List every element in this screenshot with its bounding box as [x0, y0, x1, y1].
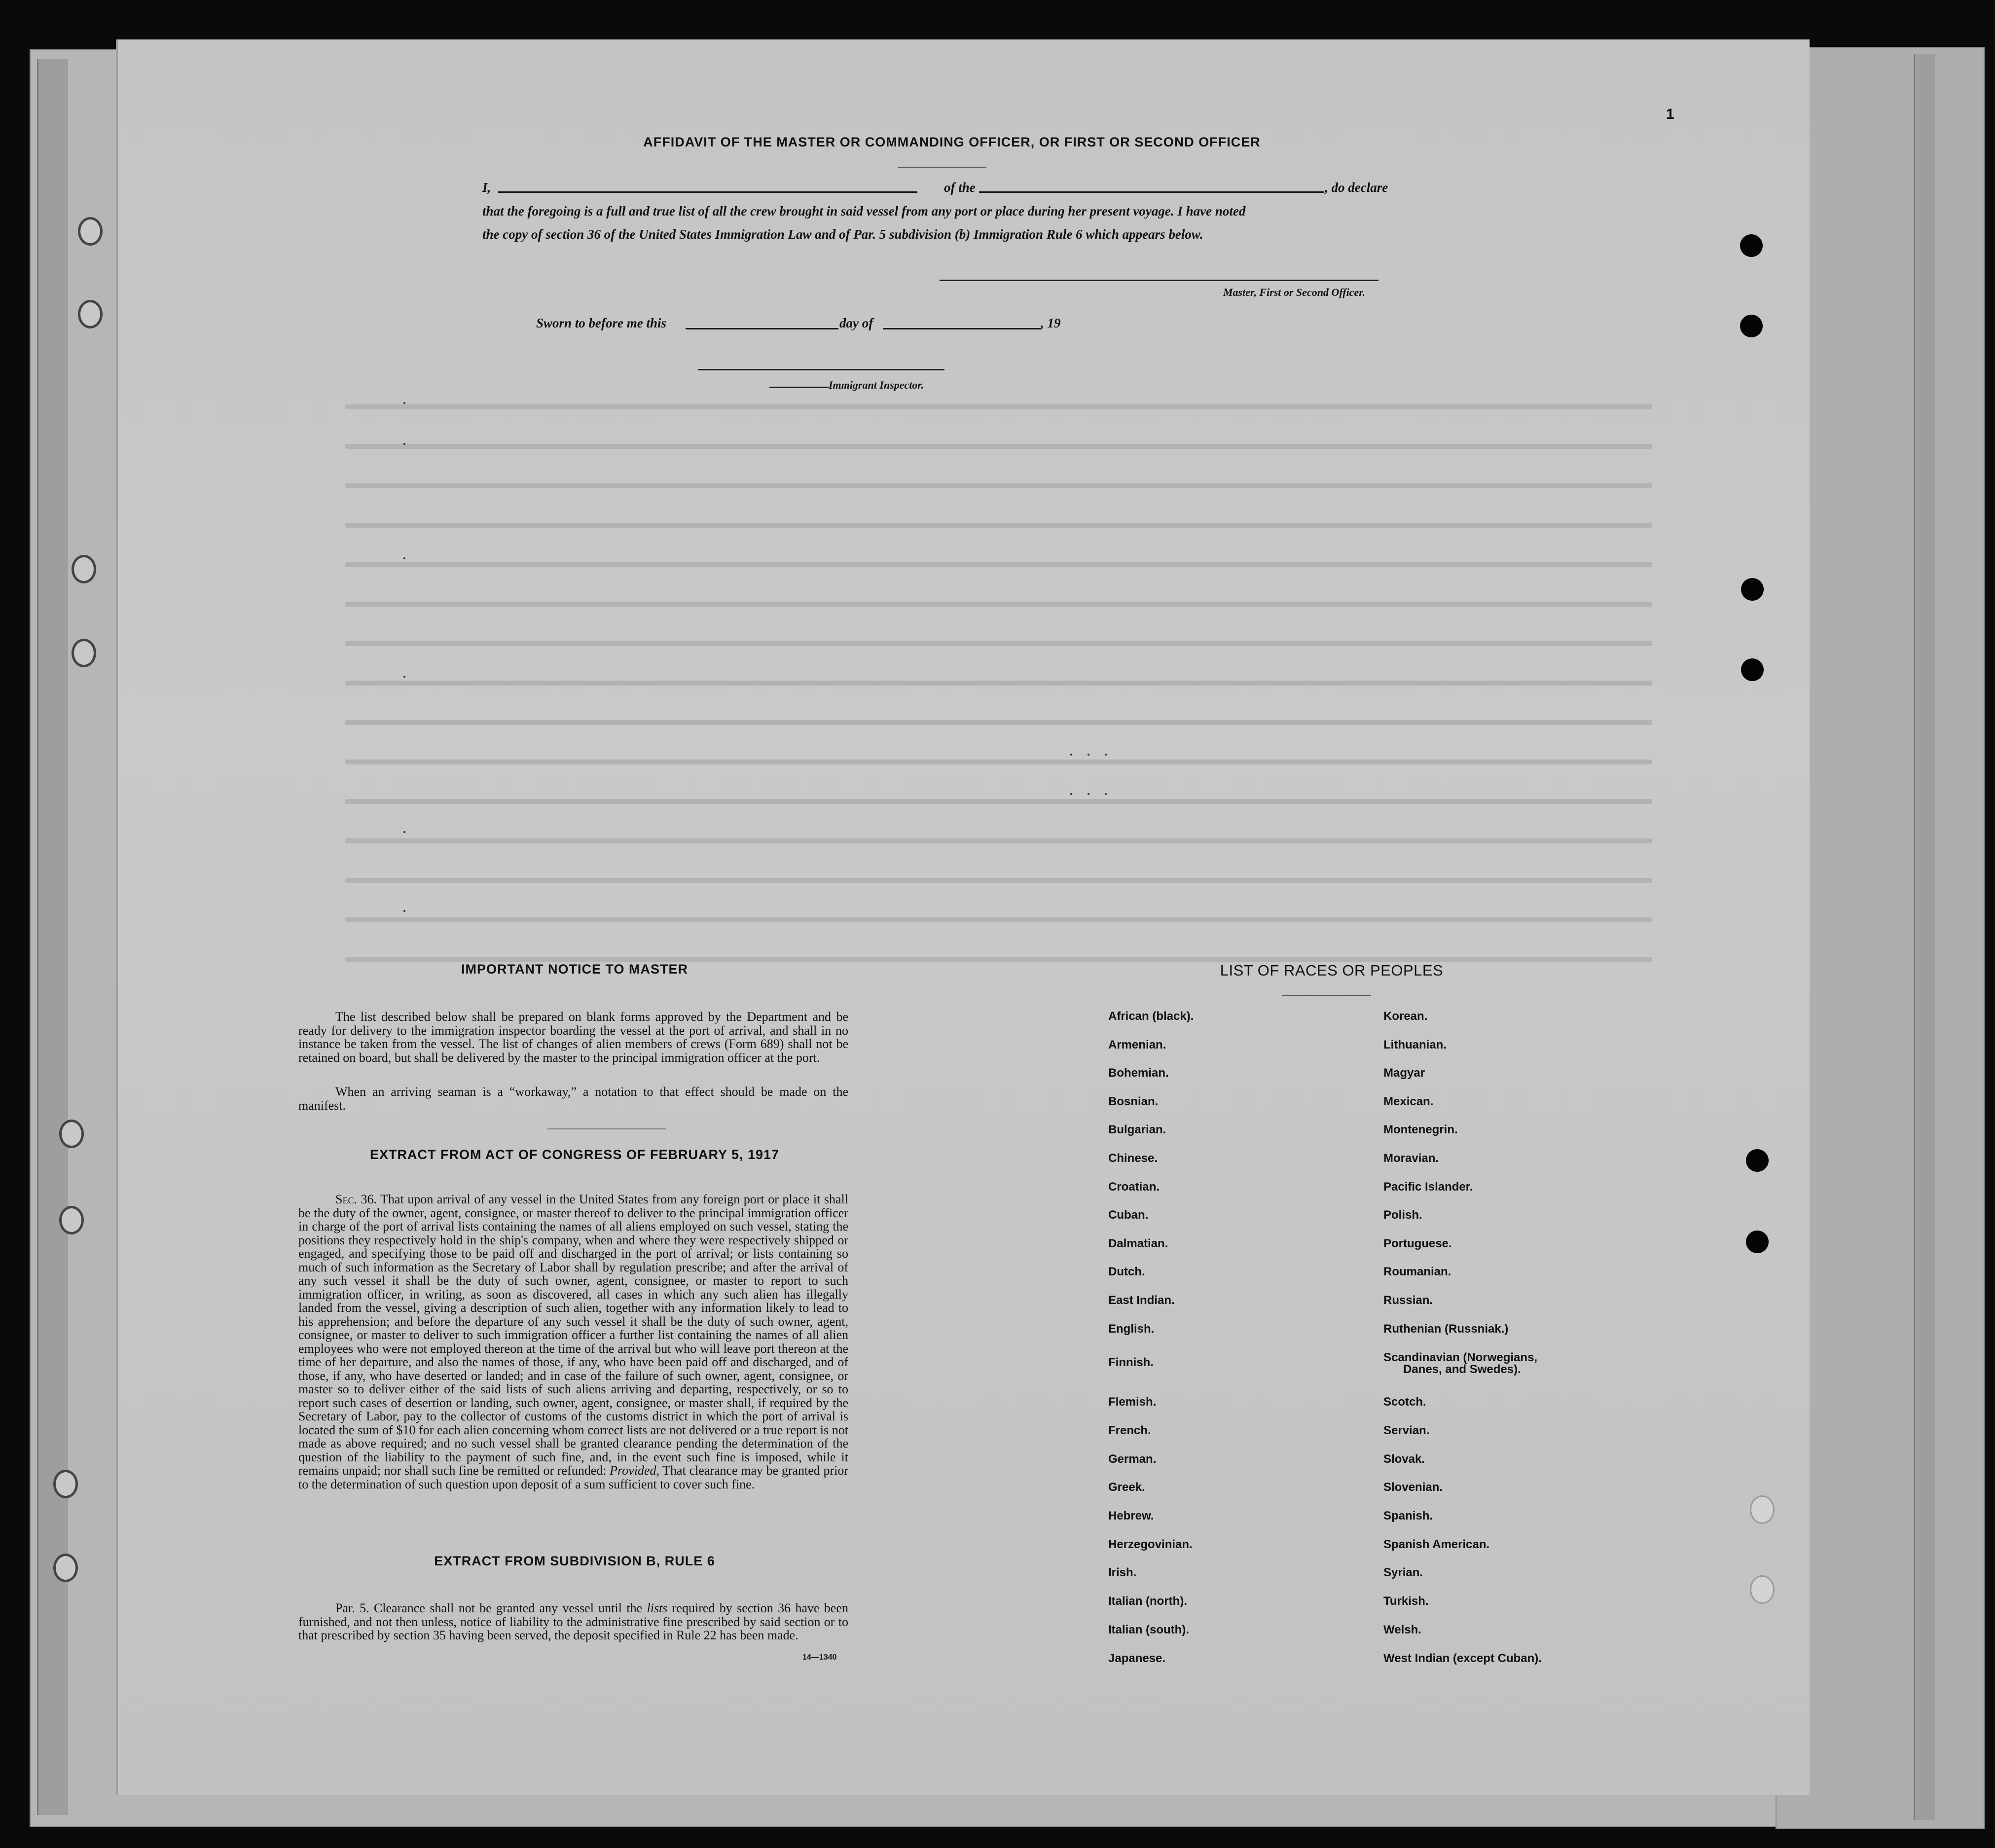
punch-hole-icon [1750, 1575, 1775, 1604]
bleed-through [345, 483, 1652, 488]
race-item: Bosnian. [1108, 1095, 1159, 1108]
sec-label: Sec. [335, 1192, 357, 1206]
vessel-label: of the [944, 180, 976, 195]
race-item: Herzegovinian. [1108, 1538, 1193, 1551]
race-item: Russian. [1383, 1294, 1433, 1307]
bleed-through [345, 917, 1652, 922]
bleed-through [345, 681, 1652, 686]
year-label: , 19 [1041, 316, 1061, 330]
punch-hole-icon [1741, 578, 1764, 601]
declarant-label: I, [482, 180, 491, 195]
race-item: Dutch. [1108, 1265, 1145, 1278]
race-item: East Indian. [1108, 1294, 1175, 1307]
bleed-through [345, 641, 1652, 646]
ink-dot [1105, 793, 1107, 795]
race-item: German. [1108, 1452, 1157, 1466]
form-number: 14—1340 [802, 1653, 837, 1662]
race-item: English. [1108, 1322, 1155, 1336]
ink-dot [403, 557, 405, 559]
bleed-through [345, 444, 1652, 449]
race-item: Montenegrin. [1383, 1123, 1458, 1136]
race-item: Dalmatian. [1108, 1237, 1168, 1250]
day-of-label: day of [839, 316, 873, 330]
bleed-through [345, 562, 1652, 567]
left-sheet-edge [37, 59, 68, 1815]
race-item: Servian. [1383, 1424, 1430, 1437]
binding-ring-icon [78, 300, 103, 328]
notice-title: IMPORTANT NOTICE TO MASTER [461, 962, 688, 977]
declarant-name-field[interactable] [498, 191, 917, 193]
race-item: Flemish. [1108, 1395, 1157, 1409]
punch-hole-icon [1740, 234, 1763, 257]
bleed-through [345, 838, 1652, 843]
rule-extract-body [298, 1601, 848, 1642]
right-sheet-edge [1914, 54, 1935, 1820]
master-caption: Master, First or Second Officer. [1223, 286, 1366, 298]
act-extract-body [298, 1193, 848, 1491]
bleed-through [345, 720, 1652, 725]
punch-hole-icon [1750, 1495, 1775, 1524]
binding-ring-icon [53, 1554, 78, 1582]
inspector-caption: Immigrant Inspector. [829, 379, 924, 391]
rule-text-a: Par. 5. Clearance shall not be granted any vessel until the [335, 1601, 643, 1615]
punch-hole-icon [1740, 315, 1763, 337]
race-item: Scandinavian (Norwegians, [1383, 1351, 1538, 1364]
race-item: Pacific Islander. [1383, 1180, 1473, 1194]
master-signature-field[interactable] [940, 280, 1378, 281]
race-item-continued: Danes, and Swedes). [1403, 1363, 1521, 1376]
race-item: Korean. [1383, 1010, 1428, 1023]
inspector-signature-field[interactable] [698, 369, 944, 370]
race-item: Syrian. [1383, 1566, 1423, 1579]
binding-ring-icon [78, 217, 103, 246]
race-item: Spanish. [1383, 1509, 1433, 1522]
race-item: Bulgarian. [1108, 1123, 1166, 1136]
lists-word: lists [647, 1601, 668, 1615]
ink-dot [403, 831, 405, 833]
race-item: Croatian. [1108, 1180, 1160, 1194]
ink-dot [1088, 793, 1089, 795]
provided-word: Provided, [610, 1463, 659, 1478]
sworn-month-field[interactable] [883, 328, 1041, 329]
race-item: Magyar [1383, 1066, 1425, 1080]
race-item: Slovak. [1383, 1452, 1425, 1466]
bleed-through [345, 878, 1652, 883]
ink-dot [403, 910, 405, 912]
binding-ring-icon [59, 1120, 84, 1148]
binding-ring-icon [59, 1206, 84, 1234]
notice-paragraph-2: When an arriving seaman is a “workaway,” a notation to that effect should be made on the manifest. [298, 1085, 848, 1113]
race-item: Greek. [1108, 1481, 1145, 1494]
race-item: Turkish. [1383, 1594, 1429, 1608]
punch-hole-icon [1741, 658, 1764, 681]
ink-dot [1088, 754, 1089, 756]
ink-dot [403, 443, 405, 445]
race-item: Italian (south). [1108, 1623, 1189, 1636]
punch-hole-icon [1746, 1149, 1769, 1172]
ink-dot [1070, 754, 1072, 756]
race-item: Ruthenian (Russniak.) [1383, 1322, 1509, 1336]
ink-dot [1105, 754, 1107, 756]
bleed-through [345, 760, 1652, 764]
race-item: Moravian. [1383, 1152, 1439, 1165]
inspector-prefix-line [769, 387, 829, 388]
ink-dot [1070, 793, 1072, 795]
race-item: Cuban. [1108, 1208, 1149, 1222]
declare-label: , do declare [1325, 180, 1388, 195]
race-item: Irish. [1108, 1566, 1137, 1579]
bleed-through [345, 404, 1652, 409]
race-item: Polish. [1383, 1208, 1422, 1222]
act-extract-title: EXTRACT FROM ACT OF CONGRESS OF FEBRUARY 5, 1917 [369, 1147, 780, 1162]
race-item: Japanese. [1108, 1652, 1166, 1665]
race-item: Lithuanian. [1383, 1038, 1447, 1051]
punch-hole-icon [1746, 1231, 1769, 1253]
race-item: Bohemian. [1108, 1066, 1169, 1080]
race-item: Italian (north). [1108, 1594, 1187, 1608]
margin-mark: 1 [1666, 106, 1674, 122]
ink-dot [403, 402, 405, 404]
race-item: Finnish. [1108, 1356, 1154, 1369]
bleed-through [345, 957, 1652, 962]
race-item: Roumanian. [1383, 1265, 1451, 1278]
sworn-day-field[interactable] [686, 328, 838, 329]
affidavit-title: AFFIDAVIT OF THE MASTER OR COMMANDING OFFICER, OR FIRST OR SECOND OFFICER [643, 135, 1261, 149]
sworn-label: Sworn to before me this [536, 316, 667, 330]
race-item: Mexican. [1383, 1095, 1434, 1108]
bleed-through [345, 602, 1652, 607]
race-item: Welsh. [1383, 1623, 1421, 1636]
bleed-through [345, 799, 1652, 804]
sec-36-text-end: That clearance may be granted prior to the determination of such question upon deposit of a sum sufficient to cover such fine. [298, 1463, 848, 1491]
rule-text-b: required by section 36 have been furnished, and not then unless, notice of liability to the administrative fine prescribed by said section or to that prescribed by section 35 having been served, the deposit specified in Rule 22 has been made. [298, 1601, 849, 1642]
declaration-line2: that the foregoing is a full and true list of all the crew brought in said vessel from any port or place during her present voyage. I have noted [482, 204, 1246, 218]
bleed-through [345, 523, 1652, 528]
race-item: West Indian (except Cuban). [1383, 1652, 1542, 1665]
binding-ring-icon [72, 555, 96, 583]
race-item: Chinese. [1108, 1152, 1158, 1165]
rule-extract-title: EXTRACT FROM SUBDIVISION B, RULE 6 [434, 1554, 715, 1568]
notice-paragraph-1: The list described below shall be prepared on blank forms approved by the Department and be ready for delivery to the immigration inspector boarding the vessel at the port of arrival, and shall in no instance be taken from the vessel. The list of changes of alien members of crews (Form 689) shall not be retained on board, but shall be delivered by the master to the principal immigration officer at the port. [298, 1010, 848, 1065]
divider [547, 1128, 666, 1129]
binding-ring-icon [72, 639, 96, 667]
ink-dot [403, 676, 405, 678]
race-item: African (black). [1108, 1010, 1194, 1023]
divider [898, 167, 986, 168]
declaration-line3: the copy of section 36 of the United States Immigration Law and of Par. 5 subdivision (b) Immigration Rule 6 which appears below. [482, 227, 1203, 242]
race-item: Scotch. [1383, 1395, 1426, 1409]
divider [1282, 995, 1371, 996]
race-item: Portuguese. [1383, 1237, 1452, 1250]
races-title: LIST OF RACES OR PEOPLES [1220, 962, 1444, 979]
race-item: Slovenian. [1383, 1481, 1443, 1494]
sec-36-text: 36. That upon arrival of any vessel in the United States from any foreign port or place it shall be the duty of the owner, agent, consignee, or master thereof to deliver to the principal immigration officer in charge of the port of arrival lists containing the names of all aliens employed on such vessel, stating the positions they respectively hold in the ship's company, when and where they were respectively shipped or engaged, and specifying those to be paid off and discharged in the port of arrival; or lists containing so much of such information as the Secretary of Labor shall by regulation prescribe; and after the arrival of any such vessel it shall be the duty of such owner, agent, consignee, or master to report to such immigration officer, in writing, as soon as discovered, all cases in which any such alien has illegally landed from the vessel, giving a description of such alien, together with any information likely to lead to his apprehension; and before the departure of any such vessel it shall be the duty of such owner, agent, consignee, or master to deliver to such immigration officer a further list containing the names of all alien employees who were not employed thereon at the time of the arrival but who will leave port thereon at the time of her departure, and also the names of those, if any, who have been paid off and discharged, and of those, if any, who have deserted or landed; and in case of the failure of such owner, agent, consignee, or master so to deliver either of the said lists of such aliens arriving and departing, respectively, or so to report such cases of desertion or landing, such owner, agent, consignee, or master shall, if required by the Secretary of Labor, pay to the collector of customs of the customs district in which the port of arrival is located the sum of $10 for each alien concerning whom correct lists are not delivered or a true report is not made as above required; and no such vessel shall be granted clearance pending the determination of the question of the liability to the payment of such fine, and, in the event such fine is imposed, while it remains unpaid; nor shall such fine be remitted or refunded: [298, 1192, 849, 1478]
vessel-name-field[interactable] [979, 191, 1324, 193]
binding-ring-icon [53, 1470, 78, 1498]
race-item: French. [1108, 1424, 1151, 1437]
race-item: Armenian. [1108, 1038, 1166, 1051]
race-item: Spanish American. [1383, 1538, 1490, 1551]
race-item: Hebrew. [1108, 1509, 1154, 1522]
